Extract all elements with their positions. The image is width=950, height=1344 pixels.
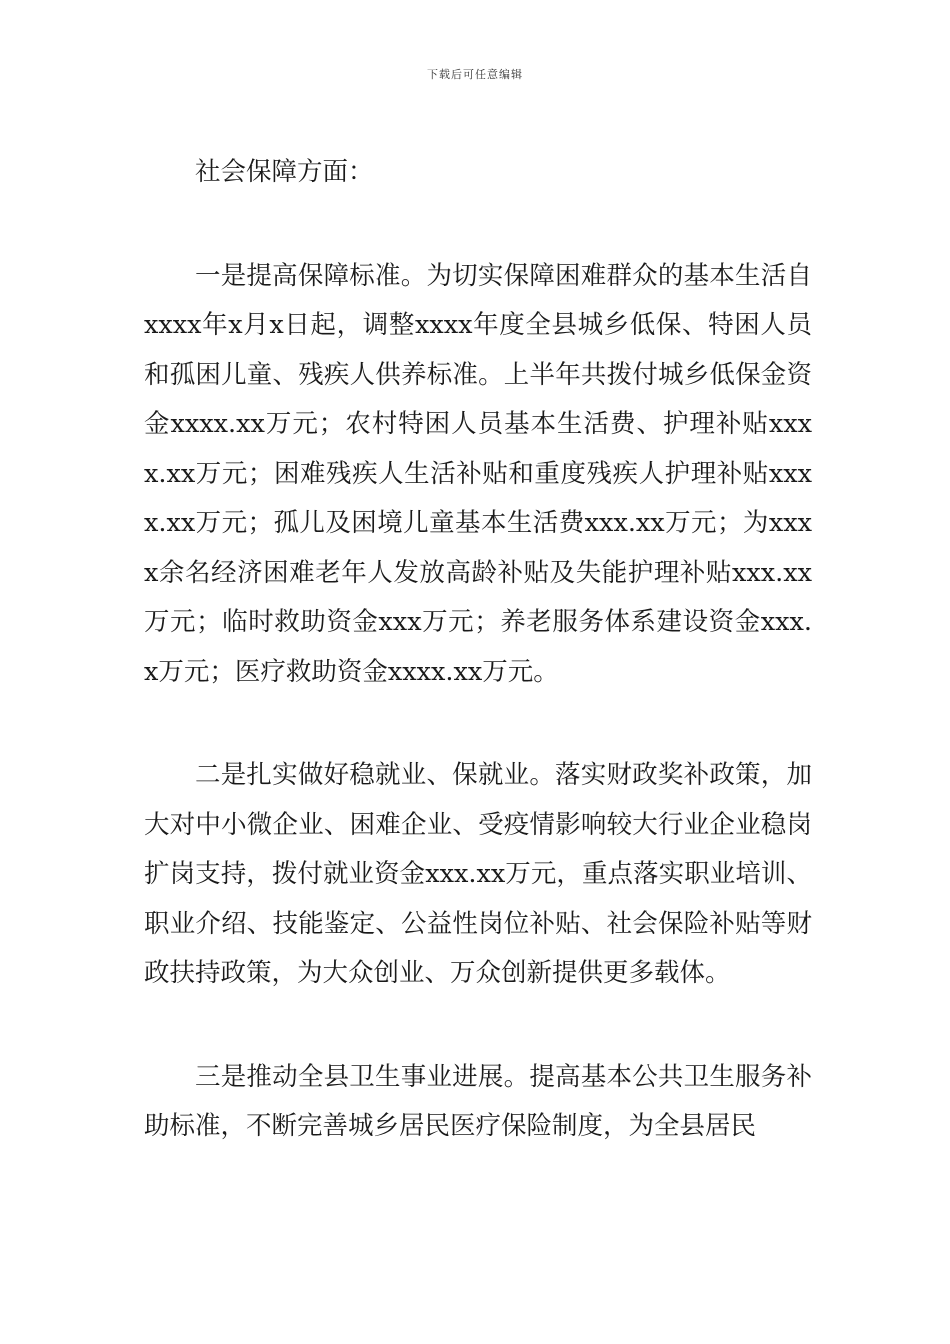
- document-body: [144, 148, 812, 1152]
- paragraph-gap: [144, 999, 812, 1053]
- section-title: 社会保障方面：: [195, 157, 374, 187]
- paragraph-1: 一是提高保障标准。为切实保障困难群众的基本生活自xxxx年x月x日起，调整xxxx年度全县城乡低保、特困人员和孤困儿童、残疾人供养标准。上半年共拨付城乡低保金资金xxxx.xx万元；农村特困人员基本生活费、护理补贴xxxx.xx万元；困难残疾人生活补贴和重度残疾人护理补贴xxxx.xx万元；孤儿及困境儿童基本生活费xxx.xx万元；为xxxx余名经济困难老年人发放高龄补贴及失能护理补贴xxx.xx万元；临时救助资金xxx万元；养老服务体系建设资金xxx.x万元；医疗救助资金xxxx.xx万元。: [144, 260, 812, 687]
- header-note: 下载后可任意编辑: [427, 68, 523, 81]
- paragraph-2: 二是扎实做好稳就业、保就业。落实财政奖补政策，加大对中小微企业、困难企业、受疫情影响较大行业企业稳岗扩岗支持，拨付就业资金xxx.xx万元，重点落实职业培训、职业介绍、技能鉴定、公益性岗位补贴、社会保险补贴等财政扶持政策，为大众创业、万众创新提供更多载体。: [144, 760, 812, 988]
- paragraph-gap: [144, 697, 812, 751]
- paragraph-gap: [144, 198, 812, 252]
- paragraph-3: 三是推动全县卫生事业进展。提高基本公共卫生服务补助标准，不断完善城乡居民医疗保险制度，为全县居民: [144, 1061, 812, 1141]
